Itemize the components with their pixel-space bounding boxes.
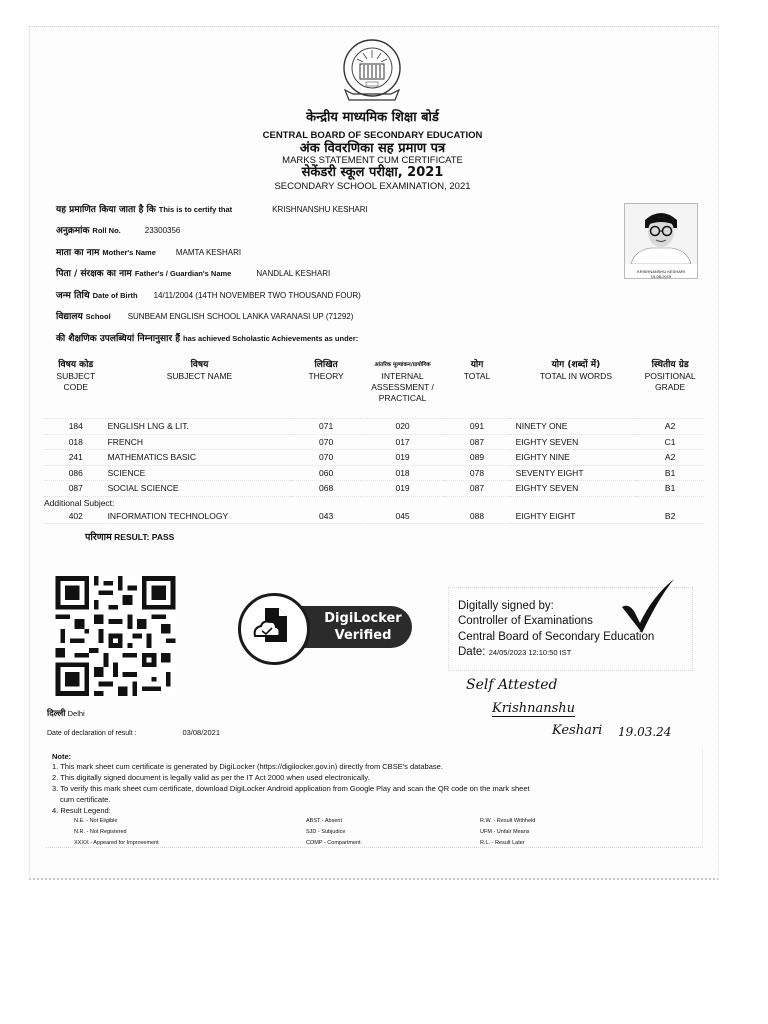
cbse-seal-icon [339, 38, 405, 106]
additional-subject-label: Additional Subject: [44, 497, 115, 508]
photo-caption-date: 19-08-2019 [650, 274, 672, 279]
table-row: 241 MATHEMATICS BASIC 070 019 089 EIGHTY NINE A2 [44, 450, 704, 466]
table-header-row [44, 360, 704, 419]
school-name: SUNBEAM ENGLISH SCHOOL LANKA VARANASI UP (71292) [127, 312, 354, 321]
roll-row: अनुक्रमांक Roll No. 23300356 [56, 226, 181, 236]
portrait-icon [625, 204, 697, 264]
father-name: NANDLAL KESHARI [256, 269, 331, 278]
attest-line-3: Keshari [552, 723, 603, 738]
place: दिल्ली Delhi [47, 709, 85, 719]
table-row: 018 FRENCH 070 017 087 EIGHTY SEVEN C1 [44, 434, 704, 450]
candidate-photo [624, 203, 698, 279]
result-value: PASS [151, 532, 175, 542]
legend-item: ABST - Absent [306, 818, 342, 824]
notes-section [46, 749, 703, 848]
result-line: परिणाम RESULT: PASS [85, 532, 175, 543]
header-total: योग TOTAL [444, 360, 509, 419]
header-subject-code: विषय कोड SUBJECT CODE [44, 360, 108, 419]
header-internal: आंतरिक मूल्यांकन/प्रायोगिक INTERNAL ASSESSMENT / PRACTICAL [361, 360, 445, 419]
legend-item: XXXX - Appeared for Improvement [74, 840, 159, 846]
legend-item: N.R. - Not Registered [74, 829, 127, 835]
checkmark-icon [618, 577, 678, 635]
exam-title: SECONDARY SCHOOL EXAMINATION, 2021 [274, 181, 471, 192]
doc-title-hindi: अंक विवरणिका सह प्रमाण पत्र [299, 141, 446, 156]
mother-name: MAMTA KESHARI [175, 248, 242, 257]
candidate-name: KRISHNANSHU KESHARI [272, 205, 368, 214]
header-subject-name: विषय SUBJECT NAME [108, 360, 292, 419]
exam-title-hindi: सेकेंडरी स्कूल परीक्षा, 2021 [301, 165, 444, 180]
legend-item: COMP - Compartment [306, 840, 361, 846]
photo-caption-name: KRISHNANSHU KESHARI [637, 269, 685, 274]
legend-item: SJD - Subjudice [306, 829, 346, 835]
digilocker-verified-badge [238, 593, 414, 663]
table-row: 402 INFORMATION TECHNOLOGY 043 045 088 EIGHTY EIGHT B2 [44, 509, 704, 524]
attest-date: 19.03.24 [618, 725, 672, 739]
dob-row: जन्म तिथि Date of Birth 14/11/2004 (14TH NOVEMBER TWO THOUSAND FOUR) [56, 291, 361, 301]
legend-item: R.W. - Result Withheld [480, 818, 536, 824]
roll-number: 23300356 [144, 226, 181, 235]
table-row: 087 SOCIAL SCIENCE 068 019 087 EIGHTY SEVEN B1 [44, 481, 704, 497]
attest-line-2: Krishnanshu [492, 701, 576, 716]
self-attestation [466, 675, 716, 745]
table-row: 184 ENGLISH LNG & LIT. 071 020 091 NINETY ONE A2 [44, 419, 704, 435]
declaration-date-row [47, 728, 220, 737]
document-cloud-icon [241, 596, 301, 656]
qr-code-icon[interactable] [52, 576, 179, 696]
header-theory: लिखित THEORY [291, 360, 360, 419]
legend-item: N.E. - Not Eligible [74, 818, 118, 824]
signed-by-label: Digitally signed by: [458, 600, 554, 612]
board-name-hindi: केन्द्रीय माध्यमिक शिक्षा बोर्ड [306, 110, 439, 125]
badge-line-1: DigiLocker [324, 611, 402, 626]
note-item: 3. To verify this mark sheet cum certificate, download DigiLocker Android application from Google Play and scan the QR code on the mark sheet [52, 784, 530, 793]
doc-title: MARKS STATEMENT CUM CERTIFICATE [282, 155, 463, 166]
header-grade: स्थितीय ग्रेड POSITIONAL GRADE [636, 360, 704, 419]
note-item: cum certificate. [60, 795, 111, 804]
legend-item: R.L. - Result Later [480, 840, 525, 846]
note-item: 4. Result Legend: [52, 806, 111, 815]
header-total-words: योग (शब्दों में) TOTAL IN WORDS [510, 360, 637, 419]
legend-item: UFM - Unfair Means [480, 829, 530, 835]
additional-subject-label-row [44, 496, 704, 509]
note-item: 2. This digitally signed document is legally valid as per the IT Act 2000 when used electronically. [52, 773, 370, 782]
mother-row: माता का नाम Mother's Name MAMTA KESHARI [56, 248, 242, 258]
signature-date: Date: 24/05/2023 12:10:50 IST [458, 646, 572, 658]
marks-table [44, 360, 704, 524]
certify-row: यह प्रमाणित किया जाता है कि This is to certify that KRISHNANSHU KESHARI [56, 205, 368, 215]
father-row: पिता / संरक्षक का नाम Father's / Guardian's Name NANDLAL KESHARI [56, 269, 331, 279]
signer: Controller of Examinations [458, 615, 593, 627]
attest-line-1: Self Attested [466, 677, 558, 693]
school-row: विद्यालय School SUNBEAM ENGLISH SCHOOL LANKA VARANASI UP (71292) [56, 312, 354, 322]
date-of-birth: 14/11/2004 (14TH NOVEMBER TWO THOUSAND FOUR) [153, 291, 361, 300]
table-row: 086 SCIENCE 060 018 078 SEVENTY EIGHT B1 [44, 465, 704, 481]
board-name: CENTRAL BOARD OF SECONDARY EDUCATION [262, 130, 483, 141]
badge-line-2: Verified [334, 628, 392, 643]
declaration-label: Date of declaration of result : [47, 730, 137, 737]
signer-org: Central Board of Secondary Education [458, 631, 655, 643]
declaration-date: 03/08/2021 [182, 728, 220, 737]
notes-title: Note: [52, 752, 72, 761]
note-item: 1. This mark sheet cum certificate is generated by DigiLocker (https://digilocker.gov.in) directly from CBSE's database. [52, 762, 443, 771]
achievement-row: की शैक्षणिक उपलब्धियां निम्नानुसार हैं has achieved Scholastic Achievements as under: [56, 334, 359, 344]
